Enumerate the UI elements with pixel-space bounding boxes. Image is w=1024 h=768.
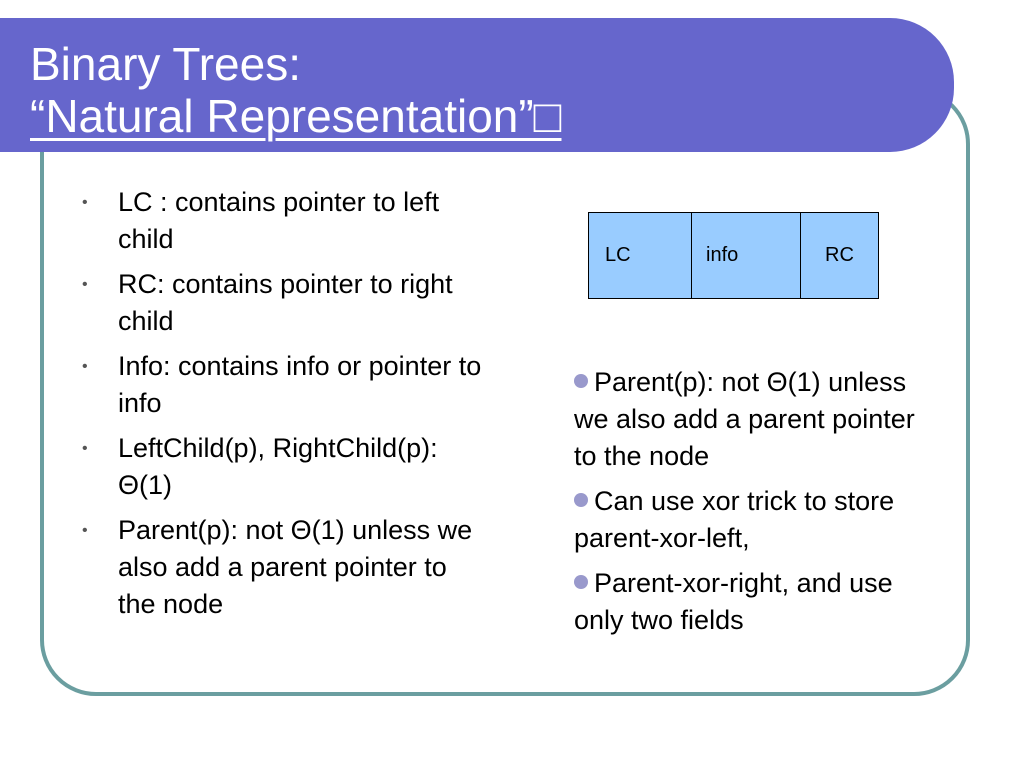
list-item [82,512,482,623]
bullet-text: LeftChild(p), RightChild(p): Θ(1) [118,433,438,500]
title-line-2 [30,90,711,142]
list-item [82,430,482,504]
bullet-text: Parent(p): not Θ(1) unless we also add a parent pointer to the node [118,515,473,619]
node-cell-lc: LC [589,213,692,299]
node-cell-rc: RC [801,213,879,299]
title-banner [0,18,954,152]
circle-bullet-icon [574,575,588,589]
bullet-text: Parent(p): not Θ(1) unless we also add a parent pointer to the node [574,367,915,471]
list-item [574,565,934,639]
bullet-icon: • [82,194,88,211]
bullet-icon: • [82,358,88,375]
list-item [574,364,934,475]
bullet-text: Can use xor trick to store parent-xor-left, [574,486,895,553]
list-item [82,184,482,258]
circle-bullet-icon [574,374,588,388]
bullet-icon: • [82,440,88,457]
right-bullet-list [574,364,934,647]
list-item [82,348,482,422]
title-line-1: Binary Trees: [30,38,301,90]
circle-bullet-icon [574,493,588,507]
bullet-icon: • [82,276,88,293]
list-item [574,483,934,557]
bullet-text: Parent-xor-right, and use only two fields [574,568,893,635]
bullet-text: Info: contains info or pointer to info [118,351,482,418]
node-cell-info: info [692,213,801,299]
bullet-text: RC: contains pointer to right child [118,269,453,336]
bullet-icon: • [82,522,88,539]
tree-node-diagram [588,212,879,299]
node-row [589,213,879,299]
list-item [82,266,482,340]
bullet-text: LC : contains pointer to left child [118,187,440,254]
left-bullet-list [82,184,482,631]
title-line-2-text: “Natural Representation”□ [30,90,562,142]
slide-title [30,38,711,142]
